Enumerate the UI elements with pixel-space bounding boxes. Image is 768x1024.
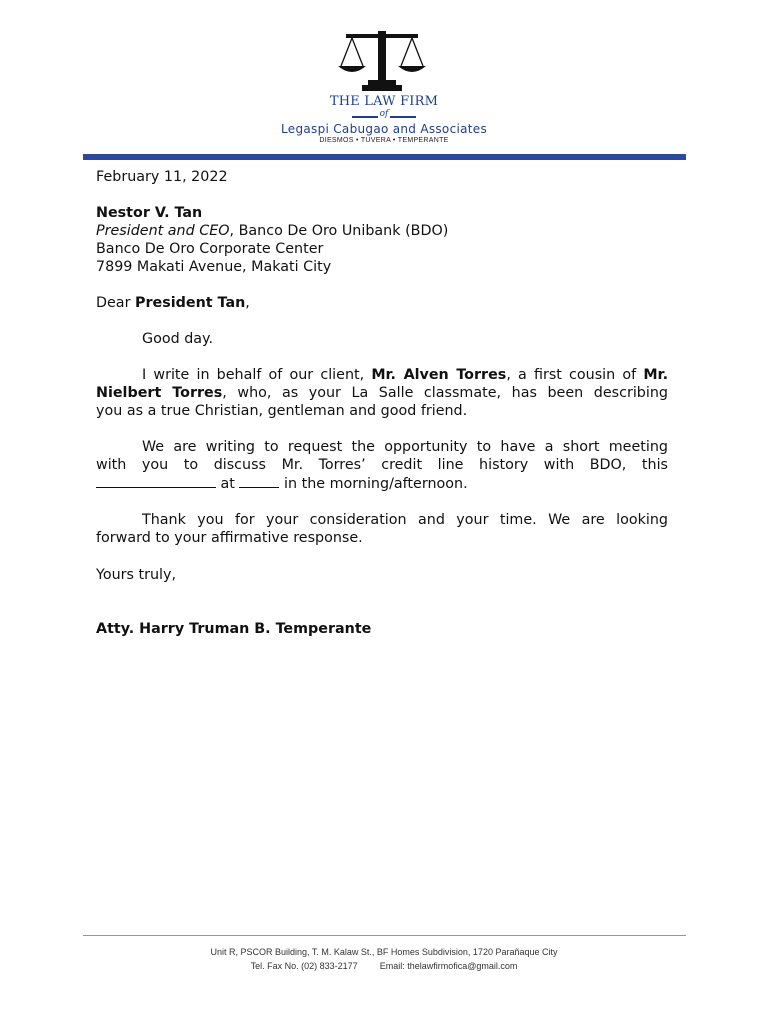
para2-line2: with you to discuss Mr. Torres’ credit line history with BDO, this (96, 457, 668, 473)
footer-email: Email: thelawfirmofica@gmail.com (379, 961, 518, 971)
para1-text1: I write in behalf of our client, (142, 367, 372, 383)
cousin-name: Nielbert Torres (96, 385, 223, 401)
footer-address: Unit R, PSCOR Building, T. M. Kalaw St., BF Homes Subdivision, 1720 Parañaque City (210, 947, 558, 957)
firm-name-line1: THE LAW FIRM (329, 94, 439, 109)
cousin-title: Mr. (643, 367, 668, 383)
footer-telfax: Tel. Fax No. (02) 833-2177 (250, 961, 358, 971)
para2-text-end: in the morning/afternoon. (279, 476, 468, 492)
salutation-prefix: Dear (96, 295, 135, 311)
signatory-line (96, 620, 668, 638)
recipient-address-line2: 7899 Makati Avenue, Makati City (96, 259, 332, 275)
date-blank[interactable] (96, 474, 216, 488)
closing: Yours truly, (96, 567, 177, 583)
recipient-title-line (96, 222, 668, 240)
recipient-address-line1: Banco De Oro Corporate Center (96, 241, 324, 257)
recipient-company: , Banco De Oro Unibank (BDO) (229, 223, 449, 239)
of-right-rule (390, 116, 416, 118)
client-name: Mr. Alven Torres (371, 367, 507, 383)
recipient-title: President and CEO (96, 223, 230, 239)
time-blank[interactable] (239, 474, 279, 488)
firm-name-line2: Legaspi Cabugao and Associates (281, 122, 487, 136)
firm-name-of-row (0, 110, 768, 122)
salutation (96, 294, 668, 312)
para1-line2 (96, 384, 668, 402)
firm-motto: DIESMOS • TUVERA • TEMPERANTE (319, 137, 449, 144)
letter-date: February 11, 2022 (96, 169, 228, 185)
para2-line1: We are writing to request the opportunity to have a short meeting (142, 439, 668, 455)
greeting: Good day. (142, 331, 213, 347)
para3-line1: Thank you for your consideration and your time. We are looking (142, 512, 668, 528)
scales-of-justice-icon (336, 28, 428, 96)
signatory-name: Atty. Harry Truman B. Temperante (96, 621, 372, 637)
para1-text3: , who, as your La Salle classmate, has been describing (222, 385, 668, 401)
para1-line1 (142, 366, 668, 384)
para2-text-at: at (216, 476, 240, 492)
salutation-suffix: , (245, 295, 250, 311)
para1-line3: you as a true Christian, gentleman and good friend. (96, 403, 468, 419)
letterhead-divider (83, 154, 686, 160)
recipient-name: Nestor V. Tan (96, 205, 203, 221)
para2-line3 (96, 474, 668, 493)
recipient-name-line (96, 204, 668, 222)
salutation-name: President Tan (135, 295, 246, 311)
para1-text2: , a first cousin of (506, 367, 644, 383)
footer-contact (0, 961, 768, 971)
para3-line2: forward to your affirmative response. (96, 530, 363, 546)
firm-name-of: of (379, 109, 389, 119)
footer-divider (83, 935, 686, 936)
